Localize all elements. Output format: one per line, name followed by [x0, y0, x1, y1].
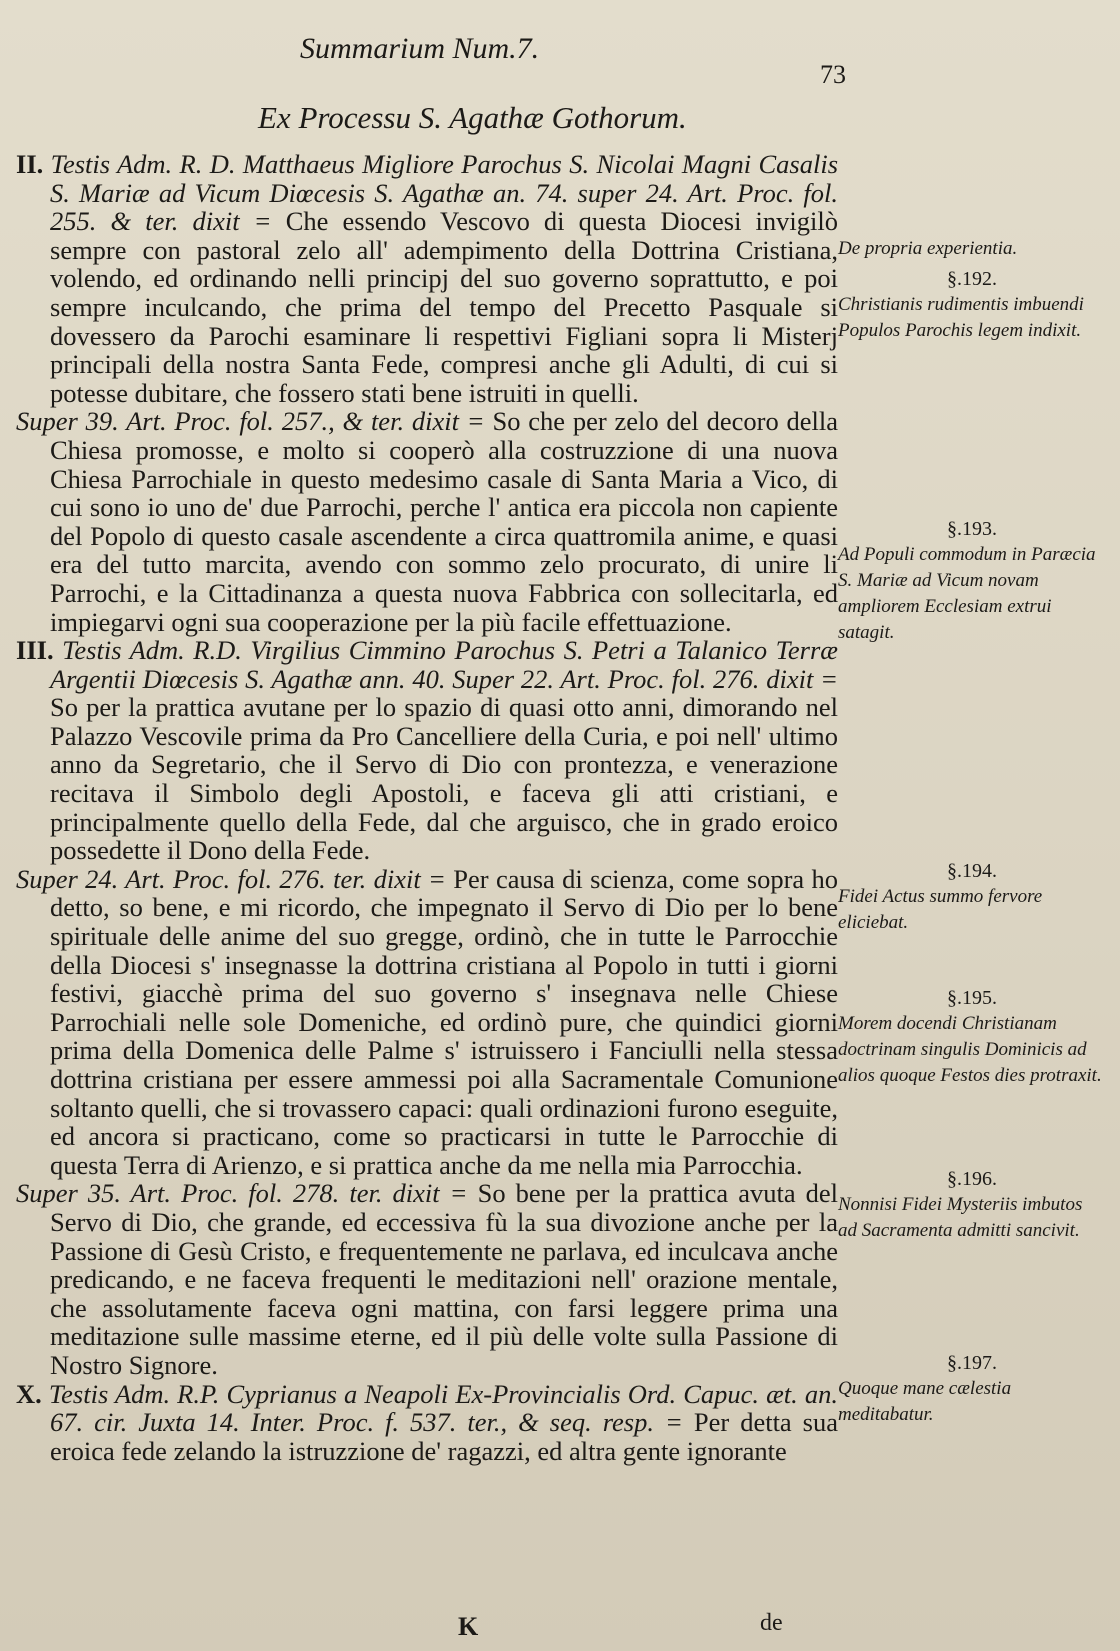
- testimony-entry: [16, 865, 838, 1180]
- section-number: §.193.: [947, 518, 997, 540]
- margin-note: [838, 236, 1106, 262]
- margin-note: [838, 985, 1106, 1089]
- testimony-citation: Testis Adm. R. D. Matthaeus Migliore Parochus S. Nicolai Magni Casalis S. Mariæ ad Vicum Diœcesis S. Agathæ an. 74. super 24. Art. Proc. fol. 255. & ter. dixit =: [50, 149, 839, 237]
- testimony-text: Per detta sua eroica fede zelando la istruzzione de' ragazzi, ed altra gente ignorante: [50, 1407, 839, 1466]
- margin-note-text: Morem docendi Christianam doctrinam singulis Dominicis ad alios quoque Festos dies protraxit.: [838, 1013, 1102, 1086]
- testimony-text: So bene per la prattica avuta del Servo di Dio, che grande, ed eccessiva fù la sua divozione anche per la Passione di Gesù Cristo, e frequentemente ne parlava, ed inculcava anche predicando, e ne faceva frequenti le meditazioni nell' orazione mentale, che assolutamente faceva ogni mattina, con farsi leggere prima una meditazione sulle massime eterne, ed il più delle volte sulla Passione di Nostro Signore.: [50, 1178, 839, 1380]
- testimony-text: So per la prattica avutane per lo spazio di quasi otto anni, dimorando nel Palazzo Vescovile prima da Pro Cancelliere della Curia, e poi nell' ultimo anno da Segretario, che il Servo di Dio con prontezza, e venerazione recitava il Simbolo degli Apostoli, e faceva gli atti cristiani, e principalmente quello della Fede, dal che arguisco, che in grado eroico possedette il Dono della Fede.: [50, 692, 838, 866]
- margin-note-text: Christianis rudimentis imbuendi Populos Parochis legem indixit.: [838, 294, 1084, 341]
- section-number: §.192.: [947, 268, 997, 290]
- margin-note: [838, 266, 1106, 344]
- margin-note-text: Fidei Actus summo fervore eliciebat.: [838, 886, 1043, 933]
- section-heading: Ex Processu S. Agathæ Gothorum.: [258, 100, 687, 135]
- testimony-text: Per causa di scienza, come sopra ho detto, so bene, e mi ricordo, che impegnato il Servo di Dio per lo bene spirituale delle anime del suo gregge, ordinò, che in tutte le Parrocchie della Diocesi s' insegnasse la dottrina cristiana al Popolo in tutti i giorni festivi, giacchè prima del suo governo s' insegnava nelle Chiese Parrochiali nelle sole Domeniche, ed ordinò pure, che quindici giorni prima della Domenica delle Palme s' istruissero i Fanciulli nella stessa dottrina cristiana per essere ammessi poi alla Sacramentale Comunione soltanto quelli, che si trovassero capaci: quali ordinazioni furono eseguite, ed ancora si practicano, come so practicarsi in tutte le Parrocchie di questa Terra di Arienzo, e si prattica anche da me nella mia Parrocchia.: [50, 863, 839, 1180]
- main-text-column: [16, 150, 838, 1465]
- margin-note-text: De propria experientia.: [838, 238, 1018, 259]
- running-title: Summarium Num.7.: [300, 32, 540, 65]
- testimony-entry: [16, 1380, 838, 1466]
- margin-note-text: Nonnisi Fidei Mysteriis imbutos ad Sacramenta admitti sancivit.: [838, 1194, 1083, 1241]
- section-number: §.197.: [947, 1352, 997, 1374]
- testimony-entry: [16, 150, 838, 407]
- margin-note: [838, 1350, 1106, 1428]
- margin-note: [838, 858, 1106, 936]
- testimony-entry: [16, 636, 838, 865]
- testimony-entry: [16, 1179, 838, 1379]
- witness-number: X.: [16, 1378, 42, 1409]
- page-number: 73: [820, 60, 846, 89]
- witness-number: II.: [16, 149, 44, 179]
- testimony-citation: Super 35. Art. Proc. fol. 278. ter. dixit =: [16, 1178, 468, 1209]
- margin-note: [838, 516, 1106, 646]
- page-header: [0, 30, 1120, 140]
- signature-mark: K: [458, 1612, 479, 1641]
- testimony-text: So che per zelo del decoro della Chiesa promosse, e molto si cooperò alla costruzzione di una nuova Chiesa Parrochiale in questo medesimo casale di Santa Maria a Vico, di cui sono io uno de' due Parrochi, perche l' antica era piccola non capiente del Popolo di questo casale ascendente a circa quattromila anime, e quasi era del tutto marcita, avendo con sommo zelo procurato, di unire li Parrochi, e la Cittadinanza a questa nuova Fabbrica con sollecitarla, ed impiegarvi ogni sua cooperazione per la più facile effettuazione.: [50, 406, 838, 637]
- section-number: §.196.: [947, 1168, 997, 1190]
- testimony-citation: Super 39. Art. Proc. fol. 257., & ter. dixit =: [16, 406, 485, 437]
- testimony-citation: Testis Adm. R.D. Virgilius Cimmino Parochus S. Petri a Talanico Terræ Argentii Diœcesis S. Agathæ ann. 40. Super 22. Art. Proc. fol. 276. dixit =: [50, 635, 838, 694]
- testimony-citation: Testis Adm. R.P. Cyprianus a Neapoli Ex-Provincialis Ord. Capuc. æt. an. 67. cir. Juxta 14. Inter. Proc. f. 537. ter., & seq. resp. =: [48, 1378, 838, 1438]
- margin-note-text: Quoque mane cælestia meditabatur.: [838, 1378, 1012, 1425]
- section-number: §.194.: [947, 860, 997, 882]
- section-number: §.195.: [947, 987, 997, 1009]
- testimony-text: Che essendo Vescovo di questa Diocesi invigilò sempre con pastoral zelo all' adempimento della Dottrina Cristiana, volendo, ed ordinando nelli principj del suo governo soprattutto, e poi sempre inculcando, che prima del tempo del Precetto Pasquale si dovessero da Parochi esaminare li respettivi Figliani sopra li Misterj principali della nostra Santa Fede, compresi anche gli Adulti, di cui si potesse dubitare, che fossero stati bene istruiti in quelli.: [50, 206, 838, 408]
- testimony-citation: Super 24. Art. Proc. fol. 276. ter. dixit =: [16, 863, 446, 894]
- margin-note: [838, 1166, 1106, 1244]
- catchword: de: [760, 1610, 783, 1636]
- witness-number: III.: [16, 635, 54, 666]
- testimony-entry: [16, 407, 838, 636]
- margin-note-text: Ad Populi commodum in Paræcia S. Mariæ ad Vicum novam ampliorem Ecclesiam extrui satagit.: [838, 544, 1096, 643]
